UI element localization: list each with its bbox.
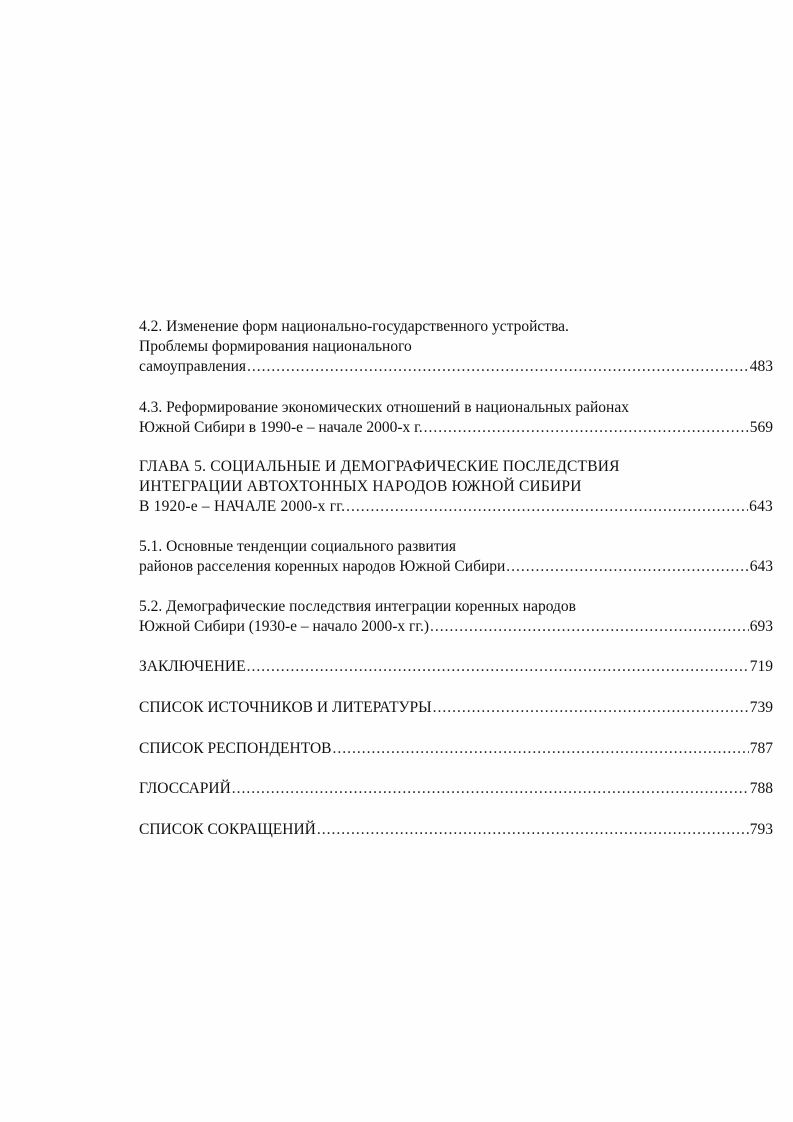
toc-page-number: 788 bbox=[749, 780, 773, 797]
dot-leader bbox=[506, 557, 748, 577]
dot-leader bbox=[346, 497, 748, 517]
toc-entry-line: 4.3. Реформирование экономических отношений в национальных районах bbox=[139, 399, 629, 416]
toc-entry-leader-line bbox=[139, 698, 773, 718]
toc-entry-leader-line bbox=[139, 497, 773, 517]
toc-entry-title: Южной Сибири в 1990-е – начале 2000-х г. bbox=[139, 419, 423, 436]
dot-leader bbox=[333, 739, 749, 759]
toc-entry-title: СПИСОК ИСТОЧНИКОВ И ЛИТЕРАТУРЫ bbox=[139, 699, 432, 716]
toc-entry-line: Проблемы формирования национального bbox=[139, 338, 412, 355]
toc-entry-leader-line bbox=[139, 617, 773, 637]
toc-entry-leader-line bbox=[139, 820, 773, 840]
toc-entry-4-3[interactable] bbox=[139, 398, 773, 438]
dot-leader bbox=[430, 617, 749, 637]
toc-entry-line: 4.2. Изменение форм национально-государственного устройства. bbox=[139, 318, 569, 335]
toc-entry-title: ГЛОССАРИЙ bbox=[139, 780, 231, 797]
toc-entry-leader-line bbox=[139, 657, 773, 677]
table-of-contents bbox=[139, 317, 773, 840]
toc-entry-4-2[interactable] bbox=[139, 317, 773, 377]
toc-entry-glossary[interactable] bbox=[139, 779, 773, 799]
toc-entry-line: ГЛАВА 5. СОЦИАЛЬНЫЕ И ДЕМОГРАФИЧЕСКИЕ ПОСЛЕДСТВИЯ bbox=[139, 458, 620, 475]
toc-page-number: 787 bbox=[749, 740, 773, 757]
toc-entry-leader-line bbox=[139, 557, 773, 577]
toc-page-number: 643 bbox=[749, 498, 773, 515]
toc-entry-5-2[interactable] bbox=[139, 597, 773, 637]
toc-page-number: 739 bbox=[749, 699, 773, 716]
toc-page-number: 643 bbox=[749, 558, 773, 575]
toc-entry-sources[interactable] bbox=[139, 698, 773, 718]
toc-entry-leader-line bbox=[139, 739, 773, 759]
dot-leader bbox=[247, 657, 749, 677]
dot-leader bbox=[232, 779, 749, 799]
toc-entry-leader-line bbox=[139, 357, 773, 377]
toc-entry-title: СПИСОК СОКРАЩЕНИЙ bbox=[139, 821, 316, 838]
toc-entry-5-1[interactable] bbox=[139, 537, 773, 577]
toc-entry-line: 5.1. Основные тенденции социального развития bbox=[139, 538, 457, 555]
toc-entry-conclusion[interactable] bbox=[139, 657, 773, 677]
toc-entry-title: районов расселения коренных народов Южной Сибири bbox=[139, 558, 506, 575]
toc-page-number: 693 bbox=[749, 618, 773, 635]
toc-entry-title: Южной Сибири (1930-е – начало 2000-х гг.) bbox=[139, 618, 429, 635]
toc-page-number: 793 bbox=[749, 821, 773, 838]
dot-leader bbox=[424, 418, 749, 438]
toc-entry-leader-line bbox=[139, 779, 773, 799]
toc-entry-line: ИНТЕГРАЦИИ АВТОХТОННЫХ НАРОДОВ ЮЖНОЙ СИБИРИ bbox=[139, 478, 582, 495]
toc-page-number: 483 bbox=[749, 358, 773, 375]
toc-entry-title: В 1920-е – НАЧАЛЕ 2000-х гг. bbox=[139, 498, 346, 515]
toc-page-number: 719 bbox=[749, 658, 773, 675]
toc-entry-title: самоуправления bbox=[139, 358, 247, 375]
toc-entry-respondents[interactable] bbox=[139, 739, 773, 759]
toc-entry-line: 5.2. Демографические последствия интеграции коренных народов bbox=[139, 598, 576, 615]
toc-page-number: 569 bbox=[749, 419, 773, 436]
dot-leader bbox=[433, 698, 749, 718]
dot-leader bbox=[247, 357, 749, 377]
toc-entry-chapter-5[interactable] bbox=[139, 457, 773, 517]
toc-entry-title: СПИСОК РЕСПОНДЕНТОВ bbox=[139, 740, 332, 757]
dot-leader bbox=[317, 820, 749, 840]
toc-entry-title: ЗАКЛЮЧЕНИЕ bbox=[139, 658, 246, 675]
toc-entry-abbreviations[interactable] bbox=[139, 820, 773, 840]
toc-entry-leader-line bbox=[139, 418, 773, 438]
